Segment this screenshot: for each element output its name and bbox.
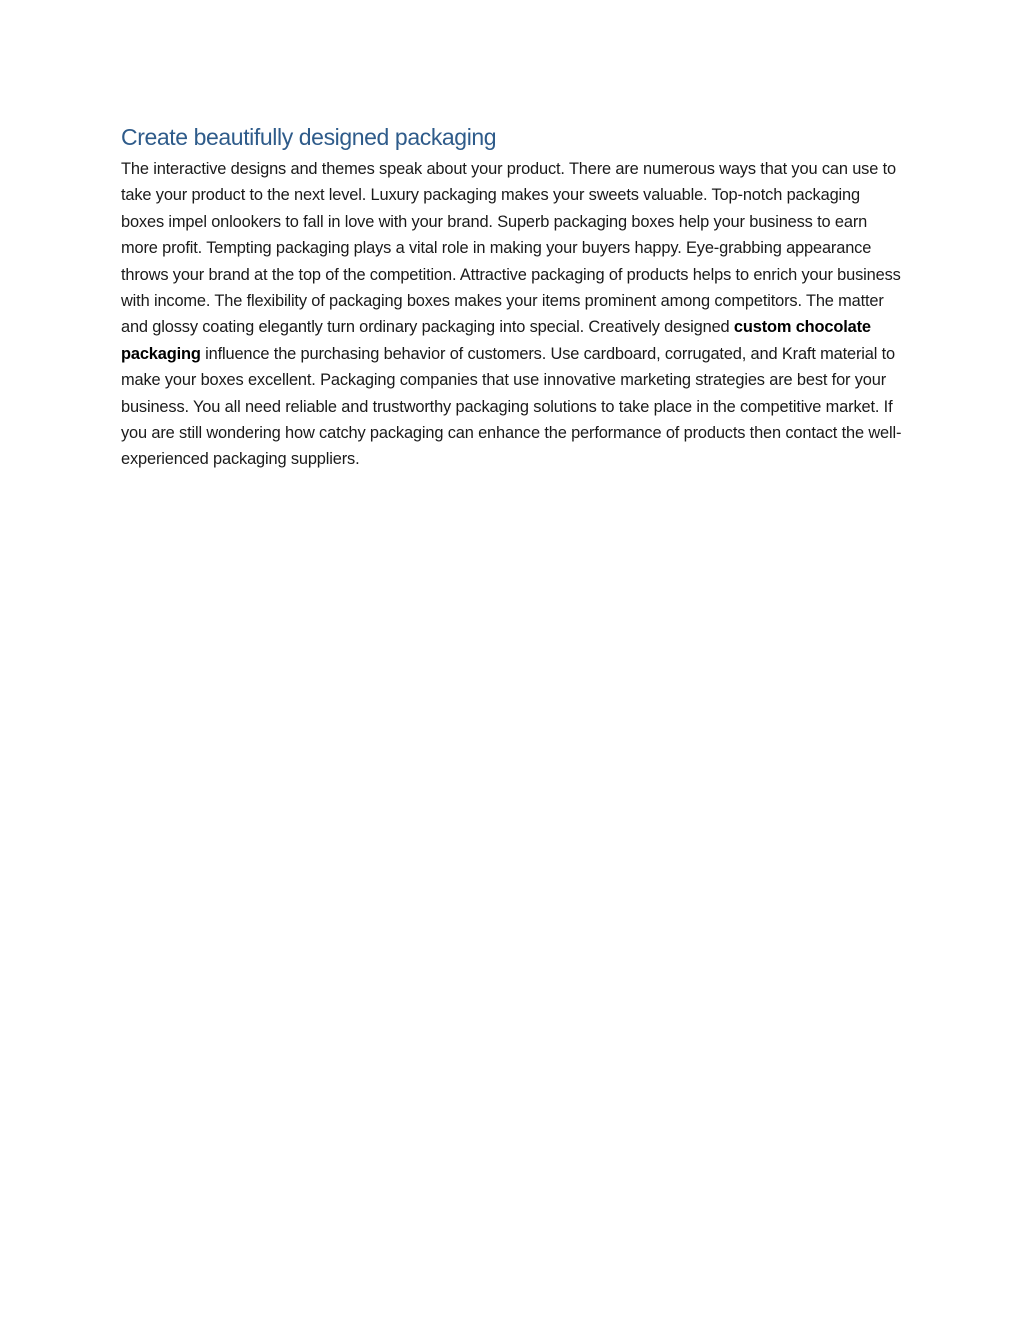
paragraph-text-end: influence the purchasing behavior of customers. Use cardboard, corrugated, and Kraft material to make your boxes excellent. Packaging companies that use innovative marketing strategies are best for your business. You all need reliable and trustworthy packaging solutions to take place in the competitive market. If you are still wondering how catchy packaging can enhance the performance of products then contact the well-experienced packaging suppliers. <box>121 344 902 469</box>
document-content <box>121 121 906 473</box>
paragraph-text-start: The interactive designs and themes speak about your product. There are numerous ways that you can use to take your product to the next level. Luxury packaging makes your sweets valuable. Top-notch packaging boxes impel onlookers to fall in love with your brand. Superb packaging boxes help your business to earn more profit. Tempting packaging plays a vital role in making your buyers happy. Eye-grabbing appearance throws your brand at the top of the competition. Attractive packaging of products helps to enrich your business with income. The flexibility of packaging boxes makes your items prominent among competitors. The matter and glossy coating elegantly turn ordinary packaging into special. Creatively designed <box>121 160 901 337</box>
body-paragraph <box>121 156 906 473</box>
section-heading: Create beautifully designed packaging <box>121 124 497 150</box>
bold-keyword-link: custom chocolate packaging <box>121 318 871 363</box>
